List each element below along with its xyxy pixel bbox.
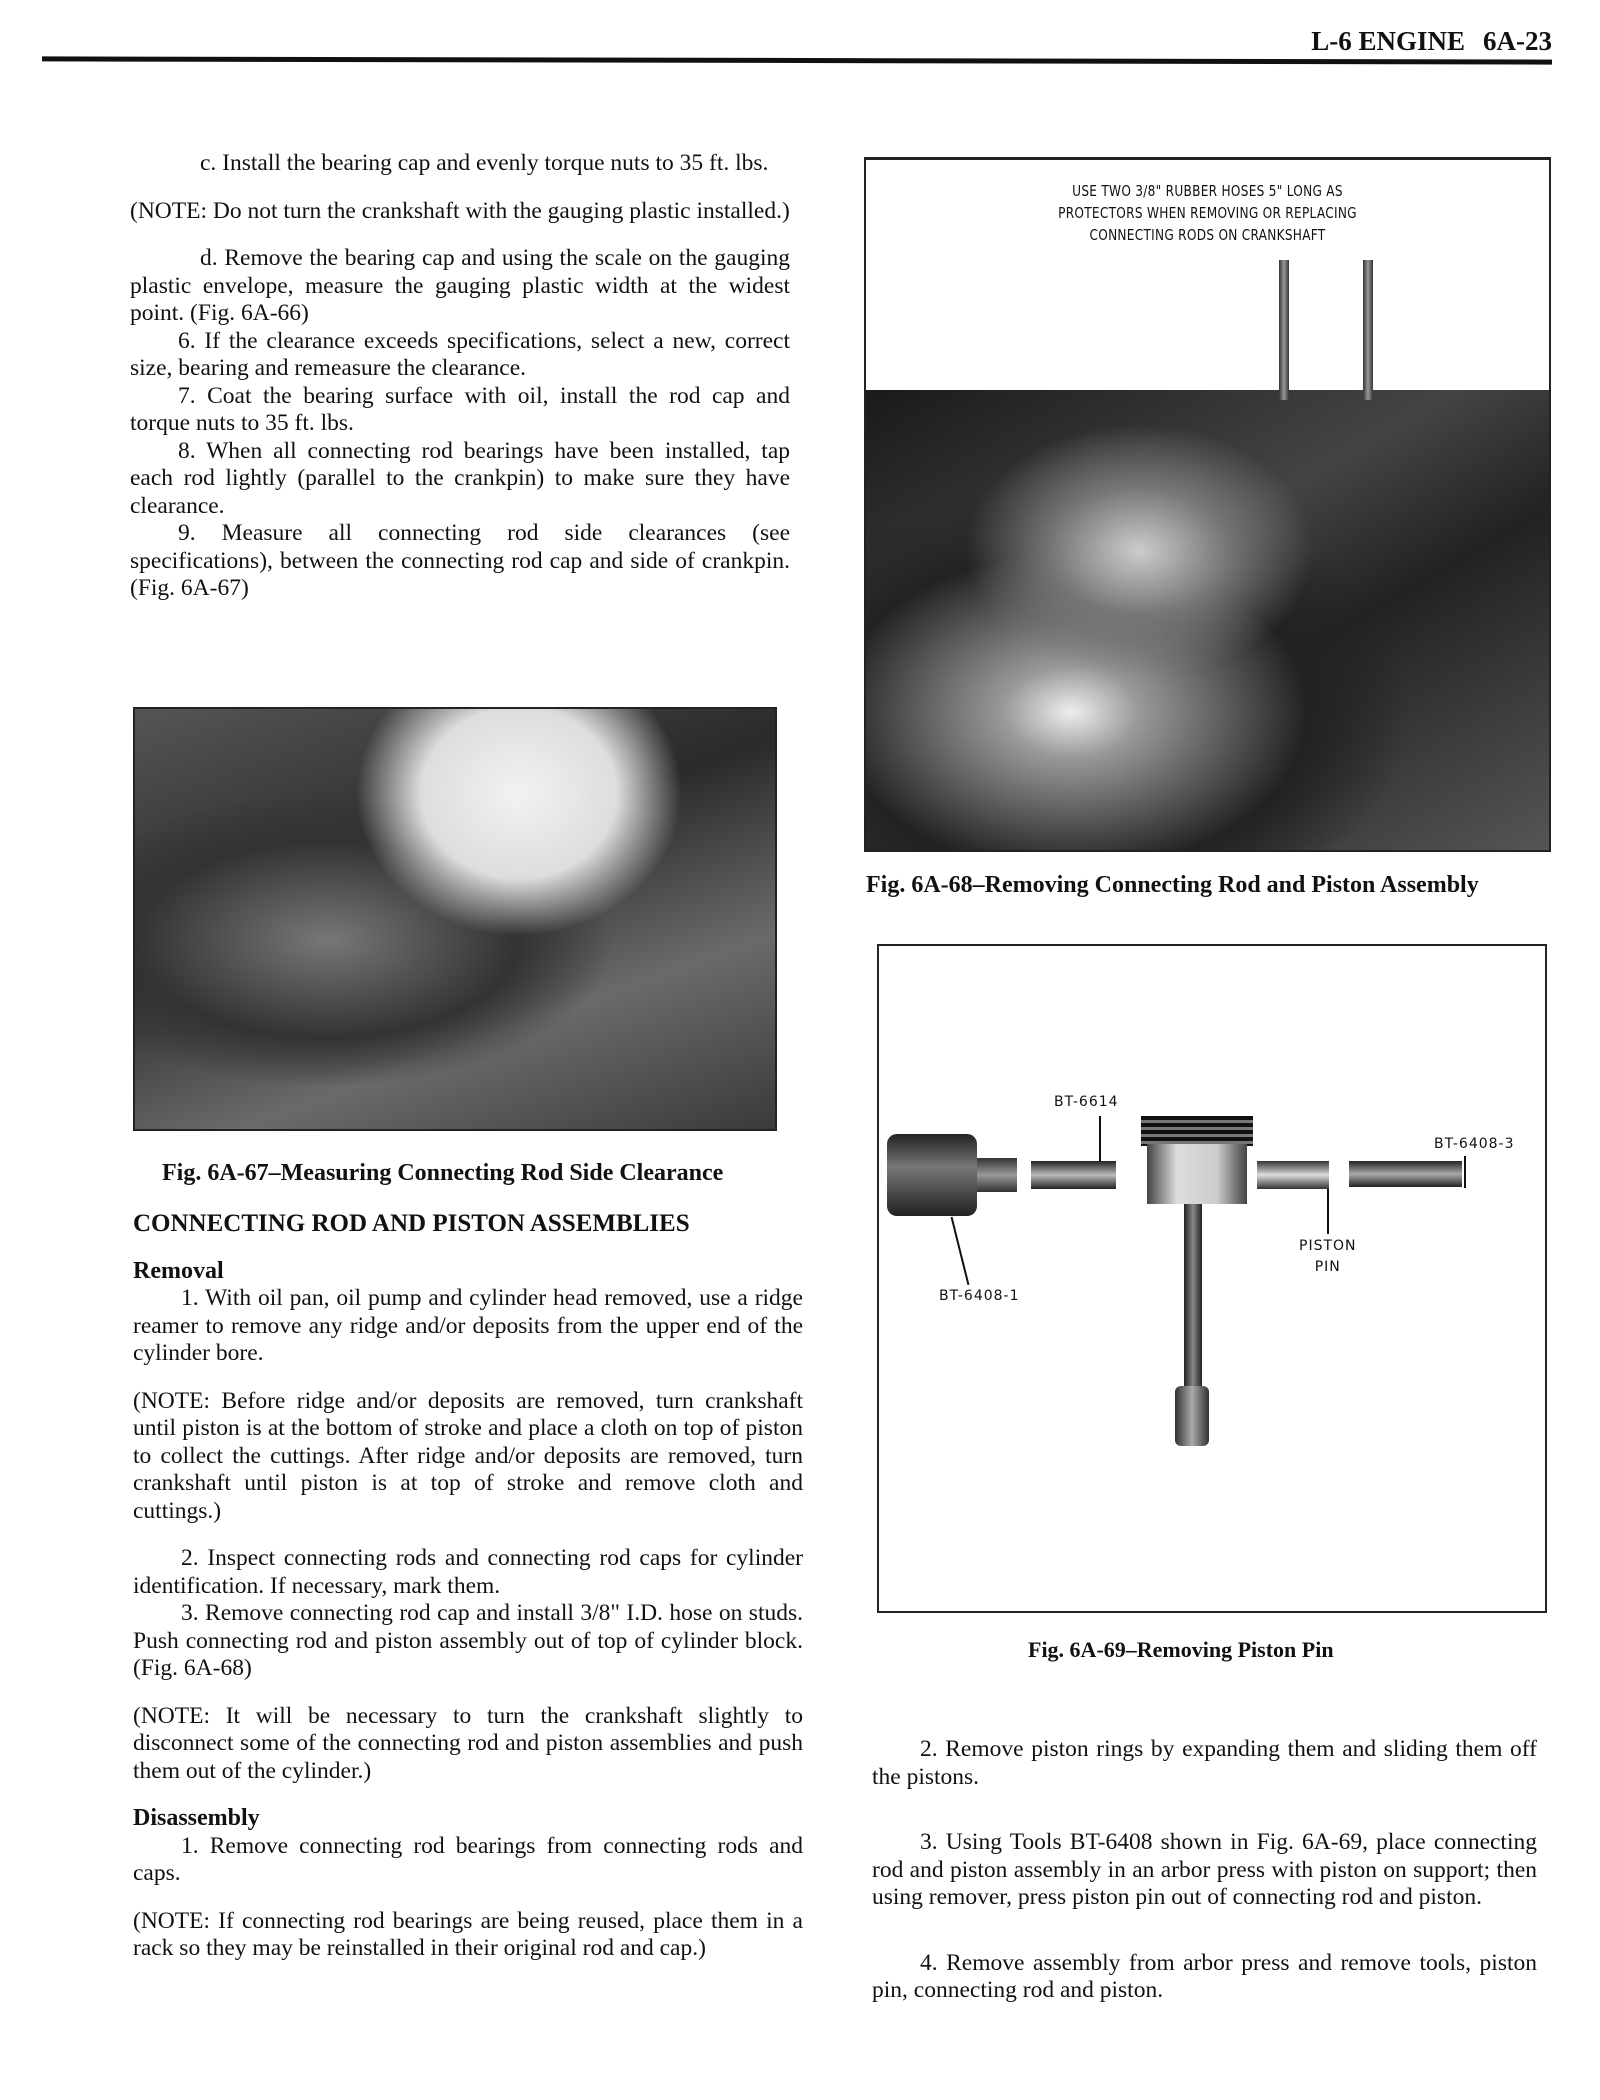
label-line: PISTON <box>1299 1238 1357 1254</box>
fig-6a-67-caption: Fig. 6A-67–Measuring Connecting Rod Side Clearance <box>162 1160 724 1186</box>
left-column-top <box>130 150 790 603</box>
piston <box>1147 1144 1247 1204</box>
leader-line <box>1327 1186 1329 1234</box>
fig-6a-69-caption: Fig. 6A-69–Removing Piston Pin <box>1028 1637 1334 1662</box>
leader-line <box>1464 1156 1466 1188</box>
step-2-remove-rings: 2. Remove piston rings by expanding them and sliding them off the pistons. <box>872 1736 1537 1790</box>
leader-line <box>951 1217 969 1285</box>
fig-6a-69-figure <box>877 944 1547 1613</box>
remover-cup <box>887 1134 977 1216</box>
disassembly-step-1: 1. Remove connecting rod bearings from connecting rods and caps. <box>133 1832 803 1886</box>
header-rule <box>42 56 1552 64</box>
removal-step-1: 1. With oil pan, oil pump and cylinder head removed, use a ridge reamer to remove any ridge and/or deposits from the upper end of the cylinder bore. <box>133 1285 803 1366</box>
step-3-press-pin: 3. Using Tools BT-6408 shown in Fig. 6A-69, place connecting rod and piston assembly in an arbor press with piston on support; then using remover, press piston pin out of connecting rod and piston. <box>872 1829 1537 1910</box>
step-6: 6. If the clearance exceeds specifications, select a new, correct size, bearing and remeasure the clearance. <box>130 327 790 381</box>
step-c: c. Install the bearing cap and evenly torque nuts to 35 ft. lbs. <box>200 150 769 176</box>
section-title: L-6 ENGINE <box>1311 26 1465 56</box>
remover-spring <box>977 1158 1017 1192</box>
label-bt-6408-1: BT-6408-1 <box>939 1288 1020 1304</box>
disassembly-note: (NOTE: If connecting rod bearings are being reused, place them in a rack so they may be reinstalled in their original rod and cap.) <box>133 1907 803 1961</box>
fig-6a-68-note <box>900 180 1515 246</box>
step-7: 7. Coat the bearing surface with oil, install the rod cap and torque nuts to 35 ft. lbs. <box>130 382 790 436</box>
left-column-bottom <box>133 1210 803 1963</box>
note-line: USE TWO 3/8" RUBBER HOSES 5" LONG AS <box>1072 182 1343 200</box>
fig-6a-68-figure <box>864 157 1551 852</box>
removal-heading: Removal <box>133 1257 224 1284</box>
note-line: PROTECTORS WHEN REMOVING OR REPLACING <box>1058 204 1357 222</box>
step-d: d. Remove the bearing cap and using the scale on the gauging plastic envelope, measure the gauging plastic width at the widest point. (Fig. 6A-66) <box>130 245 790 326</box>
tool-bt-6408-3 <box>1349 1161 1462 1187</box>
removal-note-ridge: (NOTE: Before ridge and/or deposits are removed, turn crankshaft until piston is at the bottom of stroke and place a cloth on top of piston to collect the cuttings. After ridge and/or deposits are removed, turn crankshaft until piston is at top of stroke and remove cloth and cuttings.) <box>133 1387 803 1524</box>
step-8: 8. When all connecting rod bearings have been installed, tap each rod lightly (parallel to the crankpin) to make sure they have clearance. <box>130 437 790 519</box>
page-header <box>1293 26 1552 57</box>
connecting-rod <box>1184 1204 1202 1399</box>
removal-note-crankshaft: (NOTE: It will be necessary to turn the crankshaft slightly to disconnect some of the connecting rod and piston assemblies and push them out of the cylinder.) <box>133 1702 803 1784</box>
step-9: 9. Measure all connecting rod side clearances (see specifications), between the connecting rod cap and side of crankpin. (Fig. 6A-67) <box>130 520 790 601</box>
note-gauging: (NOTE: Do not turn the crankshaft with the gauging plastic installed.) <box>130 197 790 224</box>
leader-line <box>1099 1116 1101 1166</box>
note-line: CONNECTING RODS ON CRANKSHAFT <box>1089 226 1326 244</box>
hose-protector <box>1363 260 1373 400</box>
disassembly-heading: Disassembly <box>133 1805 260 1831</box>
fig-6a-68-photo <box>866 390 1549 850</box>
label-line: PIN <box>1314 1259 1341 1275</box>
fig-6a-67-photo <box>133 707 777 1131</box>
section-heading: CONNECTING ROD AND PISTON ASSEMBLIES <box>133 1210 690 1237</box>
rod-big-end <box>1175 1386 1209 1446</box>
step-4-remove-assembly: 4. Remove assembly from arbor press and remove tools, piston pin, connecting rod and piston. <box>872 1949 1537 2003</box>
label-bt-6614: BT-6614 <box>1054 1094 1119 1110</box>
label-bt-6408-3: BT-6408-3 <box>1434 1136 1515 1152</box>
fig-6a-68-caption: Fig. 6A-68–Removing Connecting Rod and Piston Assembly <box>866 872 1479 898</box>
page-number: 6A-23 <box>1483 26 1552 56</box>
removal-step-3: 3. Remove connecting rod cap and install 3/8" I.D. hose on studs. Push connecting rod and piston assembly out of top of cylinder block. (Fig. 6A-68) <box>133 1600 803 1681</box>
hose-protector <box>1279 260 1289 400</box>
label-piston-pin <box>1299 1236 1357 1278</box>
removal-step-2: 2. Inspect connecting rods and connecting rod caps for cylinder identification. If necessary, mark them. <box>133 1545 803 1599</box>
tool-bt-6614 <box>1031 1161 1116 1189</box>
right-column-text <box>872 1736 1537 2005</box>
piston-pin <box>1257 1161 1329 1189</box>
piston-rings <box>1141 1116 1253 1146</box>
